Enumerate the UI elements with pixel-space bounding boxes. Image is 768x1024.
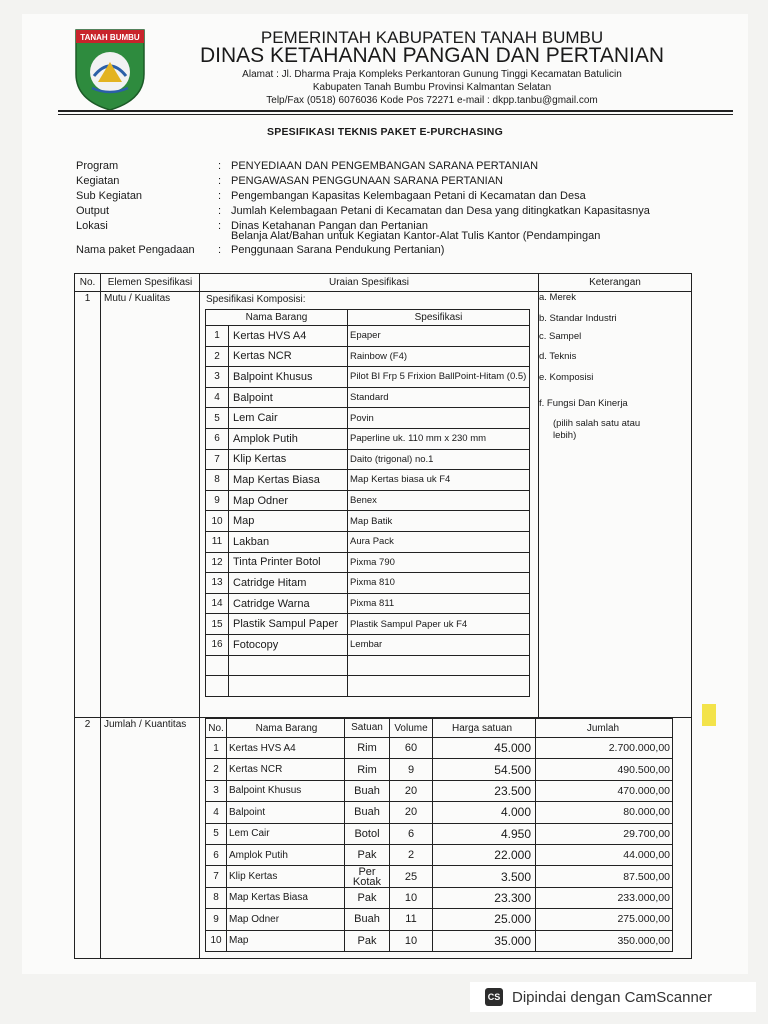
- qty-volume: 6: [390, 823, 433, 844]
- qty-no: 2: [206, 759, 227, 780]
- qty-price: 4.000: [433, 802, 536, 823]
- qty-total: 87.500,00: [536, 866, 673, 887]
- item-spec: Povin: [348, 408, 530, 429]
- qty-col-header: Harga satuan: [433, 719, 536, 738]
- item-spec: Map Batik: [348, 511, 530, 532]
- qty-unit: Rim: [345, 738, 390, 759]
- table-row: [206, 346, 530, 367]
- item-no: 3: [206, 367, 229, 388]
- item-name: Map Kertas Biasa: [229, 470, 348, 491]
- item-spec: Standard: [348, 387, 530, 408]
- qty-col-header: Nama Barang: [227, 719, 345, 738]
- table-row: [206, 470, 530, 491]
- item-name: Map: [229, 511, 348, 532]
- table-row: [206, 738, 673, 759]
- qty-name: Balpoint: [227, 802, 345, 823]
- table-row: [206, 759, 673, 780]
- qty-volume: 20: [390, 802, 433, 823]
- table-row: [206, 909, 673, 930]
- item-no: 13: [206, 573, 229, 594]
- note-item: b. Standar Industri: [539, 312, 617, 324]
- qty-price: 25.000: [433, 909, 536, 930]
- table-row: [206, 387, 530, 408]
- note-item: lebih): [553, 430, 577, 441]
- qty-name: Balpoint Khusus: [227, 780, 345, 801]
- qty-name: Map Odner: [227, 909, 345, 930]
- qty-total: 29.700,00: [536, 823, 673, 844]
- item-no: 5: [206, 408, 229, 429]
- qty-total: 44.000,00: [536, 844, 673, 865]
- qty-price: 45.000: [433, 738, 536, 759]
- qty-unit: Buah: [345, 909, 390, 930]
- qty-name: Kertas HVS A4: [227, 738, 345, 759]
- item-spec: Pixma 810: [348, 573, 530, 594]
- item-name: Fotocopy: [229, 634, 348, 655]
- col-item-name: Nama Barang: [206, 310, 348, 326]
- note-item: a. Merek: [539, 292, 576, 303]
- item-spec: Epaper: [348, 326, 530, 347]
- qty-unit: Per Kotak: [345, 866, 390, 887]
- qty-price: 22.000: [433, 844, 536, 865]
- item-name: Balpoint Khusus: [229, 367, 348, 388]
- table-row: [206, 490, 530, 511]
- table-row: [206, 326, 530, 347]
- item-no: 6: [206, 428, 229, 449]
- meta-key: Program: [76, 160, 119, 172]
- item-no: 14: [206, 593, 229, 614]
- meta-colon: :: [218, 190, 222, 202]
- row-number: 1: [75, 292, 101, 718]
- note-item: f. Fungsi Dan Kinerja: [539, 397, 628, 409]
- document-title: SPESIFIKASI TEKNIS PAKET E-PURCHASING: [267, 126, 503, 138]
- item-name: Tinta Printer Botol: [229, 552, 348, 573]
- table-row-quantity: [75, 718, 692, 959]
- item-name: Map Odner: [229, 490, 348, 511]
- meta-key: Lokasi: [76, 220, 108, 232]
- table-row: [206, 780, 673, 801]
- qty-name: Klip Kertas: [227, 866, 345, 887]
- qty-no: 8: [206, 887, 227, 908]
- col-no: No.: [75, 274, 101, 292]
- qty-unit: Buah: [345, 802, 390, 823]
- qty-unit: Botol: [345, 823, 390, 844]
- composition-table: [205, 309, 530, 697]
- item-spec: Lembar: [348, 634, 530, 655]
- header-rule-thin: [58, 114, 733, 115]
- highlight-marker: [702, 704, 716, 726]
- qty-unit: Pak: [345, 930, 390, 951]
- meta-key: Sub Kegiatan: [76, 190, 143, 202]
- government-name: PEMERINTAH KABUPATEN TANAH BUMBU: [260, 28, 604, 47]
- table-row: [206, 511, 530, 532]
- meta-key: Kegiatan: [76, 175, 120, 187]
- meta-colon: :: [218, 175, 222, 187]
- item-name: Kertas NCR: [229, 346, 348, 367]
- table-row: [206, 408, 530, 429]
- qty-name: Map Kertas Biasa: [227, 887, 345, 908]
- item-name: Plastik Sampul Paper: [229, 614, 348, 635]
- item-name: Catridge Hitam: [229, 573, 348, 594]
- item-no: 9: [206, 490, 229, 511]
- table-row: [206, 802, 673, 823]
- qty-price: 23.300: [433, 887, 536, 908]
- item-name: Amplok Putih: [229, 428, 348, 449]
- qty-col-header: No.: [206, 719, 227, 738]
- note-item: (pilih salah satu atau: [553, 418, 641, 429]
- table-row-empty: [206, 655, 530, 676]
- row-element: Mutu / Kualitas: [101, 292, 200, 718]
- qty-unit: Pak: [345, 844, 390, 865]
- qty-no: 5: [206, 823, 227, 844]
- row-number: 2: [75, 718, 101, 959]
- meta-colon: :: [218, 160, 222, 172]
- qty-total: 233.000,00: [536, 887, 673, 908]
- meta-value: PENYEDIAAN DAN PENGEMBANGAN SARANA PERTANIAN: [231, 160, 539, 172]
- qty-unit: Buah: [345, 780, 390, 801]
- col-specification: Spesifikasi: [348, 310, 530, 326]
- qty-name: Kertas NCR: [227, 759, 345, 780]
- qty-no: 6: [206, 844, 227, 865]
- qty-total: 80.000,00: [536, 802, 673, 823]
- qty-total: 275.000,00: [536, 909, 673, 930]
- composition-caption: Spesifikasi Komposisi:: [206, 294, 306, 305]
- item-spec: Map Kertas biasa uk F4: [348, 470, 530, 491]
- item-name: Lakban: [229, 531, 348, 552]
- spec-table: [74, 273, 692, 959]
- qty-no: 9: [206, 909, 227, 930]
- meta-colon: :: [218, 244, 222, 256]
- agency-name: DINAS KETAHANAN PANGAN DAN PERTANIAN: [199, 44, 665, 67]
- qty-volume: 60: [390, 738, 433, 759]
- qty-unit: Pak: [345, 887, 390, 908]
- item-no: 11: [206, 531, 229, 552]
- table-row: [206, 449, 530, 470]
- item-spec: Paperline uk. 110 mm x 230 mm: [348, 428, 530, 449]
- note-item: c. Sampel: [539, 330, 582, 342]
- table-row: [206, 823, 673, 844]
- meta-value: Penggunaan Sarana Pendukung Pertanian): [231, 244, 445, 256]
- table-row: [206, 614, 530, 635]
- item-spec: Aura Pack: [348, 531, 530, 552]
- qty-volume: 25: [390, 866, 433, 887]
- qty-col-header: Volume: [390, 719, 433, 738]
- qty-no: 1: [206, 738, 227, 759]
- item-spec: Daito (trigonal) no.1: [348, 449, 530, 470]
- item-name: Klip Kertas: [229, 449, 348, 470]
- table-row: [206, 930, 673, 951]
- item-spec: Plastik Sampul Paper uk F4: [348, 614, 530, 635]
- camscanner-icon: CS: [485, 988, 503, 1006]
- qty-name: Map: [227, 930, 345, 951]
- qty-total: 470.000,00: [536, 780, 673, 801]
- table-row: [206, 844, 673, 865]
- meta-value: Jumlah Kelembagaan Petani di Kecamatan dan Desa yang ditingkatkan Kapasitasnya: [231, 205, 650, 217]
- meta-value: Dinas Ketahanan Pangan dan Pertanian: [231, 220, 428, 232]
- meta-key: Output: [76, 205, 110, 217]
- item-no: 10: [206, 511, 229, 532]
- table-row: [206, 593, 530, 614]
- qty-volume: 20: [390, 780, 433, 801]
- item-name: Balpoint: [229, 387, 348, 408]
- table-row: [206, 552, 530, 573]
- qty-volume: 2: [390, 844, 433, 865]
- qty-name: Lem Cair: [227, 823, 345, 844]
- item-spec: Pixma 811: [348, 593, 530, 614]
- qty-price: 4.950: [433, 823, 536, 844]
- qty-no: 4: [206, 802, 227, 823]
- qty-volume: 10: [390, 930, 433, 951]
- qty-price: 23.500: [433, 780, 536, 801]
- address-line-2: Kabupaten Tanah Bumbu Provinsi Kalmantan Selatan: [312, 82, 552, 93]
- svg-text:TANAH BUMBU: TANAH BUMBU: [80, 33, 140, 42]
- table-row: [206, 573, 530, 594]
- meta-key: Nama paket Pengadaan: [76, 244, 195, 256]
- item-no: 8: [206, 470, 229, 491]
- qty-volume: 9: [390, 759, 433, 780]
- table-row: [206, 367, 530, 388]
- table-row: [206, 531, 530, 552]
- item-name: Kertas HVS A4: [229, 326, 348, 347]
- qty-volume: 10: [390, 887, 433, 908]
- col-description: Uraian Spesifikasi: [200, 274, 539, 292]
- quantity-table: [205, 718, 673, 952]
- qty-col-header: Jumlah: [536, 719, 673, 738]
- table-row-empty: [206, 676, 530, 697]
- meta-value: Belanja Alat/Bahan untuk Kegiatan Kantor-Alat Tulis Kantor (Pendampingan: [231, 230, 601, 242]
- table-row: [206, 428, 530, 449]
- table-row-quality: [75, 292, 692, 718]
- meta-colon: :: [218, 220, 222, 232]
- item-spec: Pilot BI Frp 5 Frixion BallPoint-Hitam (0.5): [348, 367, 530, 388]
- spec-table-header: [75, 274, 692, 292]
- item-spec: Benex: [348, 490, 530, 511]
- item-no: 12: [206, 552, 229, 573]
- item-no: 4: [206, 387, 229, 408]
- meta-value: PENGAWASAN PENGGUNAAN SARANA PERTANIAN: [231, 175, 504, 187]
- item-no: 2: [206, 346, 229, 367]
- col-element: Elemen Spesifikasi: [101, 274, 200, 292]
- row-element: Jumlah / Kuantitas: [101, 718, 200, 959]
- item-spec: Pixma 790: [348, 552, 530, 573]
- qty-unit: Rim: [345, 759, 390, 780]
- qty-no: 7: [206, 866, 227, 887]
- qty-name: Amplok Putih: [227, 844, 345, 865]
- qty-total: 350.000,00: [536, 930, 673, 951]
- item-spec: Rainbow (F4): [348, 346, 530, 367]
- item-no: 7: [206, 449, 229, 470]
- header-rule: [58, 110, 733, 112]
- scanner-watermark: [470, 982, 756, 1012]
- item-no: 1: [206, 326, 229, 347]
- table-row: [206, 634, 530, 655]
- qty-price: 54.500: [433, 759, 536, 780]
- note-item: e. Komposisi: [539, 371, 594, 383]
- item-no: 15: [206, 614, 229, 635]
- meta-colon: :: [218, 205, 222, 217]
- document-sheet: [22, 14, 748, 974]
- qty-price: 35.000: [433, 930, 536, 951]
- col-notes: Keterangan: [539, 274, 692, 292]
- watermark-text: Dipindai dengan CamScanner: [512, 988, 713, 1006]
- qty-price: 3.500: [433, 866, 536, 887]
- qty-col-header: Satuan: [345, 719, 390, 738]
- item-name: Catridge Warna: [229, 593, 348, 614]
- table-row: [206, 887, 673, 908]
- table-row: [206, 866, 673, 887]
- item-name: Lem Cair: [229, 408, 348, 429]
- qty-volume: 11: [390, 909, 433, 930]
- qty-no: 10: [206, 930, 227, 951]
- note-item: d. Teknis: [539, 351, 577, 362]
- contact-line: Telp/Fax (0518) 6076036 Kode Pos 72271 e-mail : dkpp.tanbu@gmail.com: [266, 95, 598, 106]
- qty-total: 490.500,00: [536, 759, 673, 780]
- meta-value: Pengembangan Kapasitas Kelembagaan Petani di Kecamatan dan Desa: [231, 190, 586, 202]
- qty-total: 2.700.000,00: [536, 738, 673, 759]
- notes-cell: [539, 292, 692, 718]
- item-no: 16: [206, 634, 229, 655]
- qty-no: 3: [206, 780, 227, 801]
- address-line: Alamat : Jl. Dharma Praja Kompleks Perkantoran Gunung Tinggi Kecamatan Batulicin: [242, 69, 622, 80]
